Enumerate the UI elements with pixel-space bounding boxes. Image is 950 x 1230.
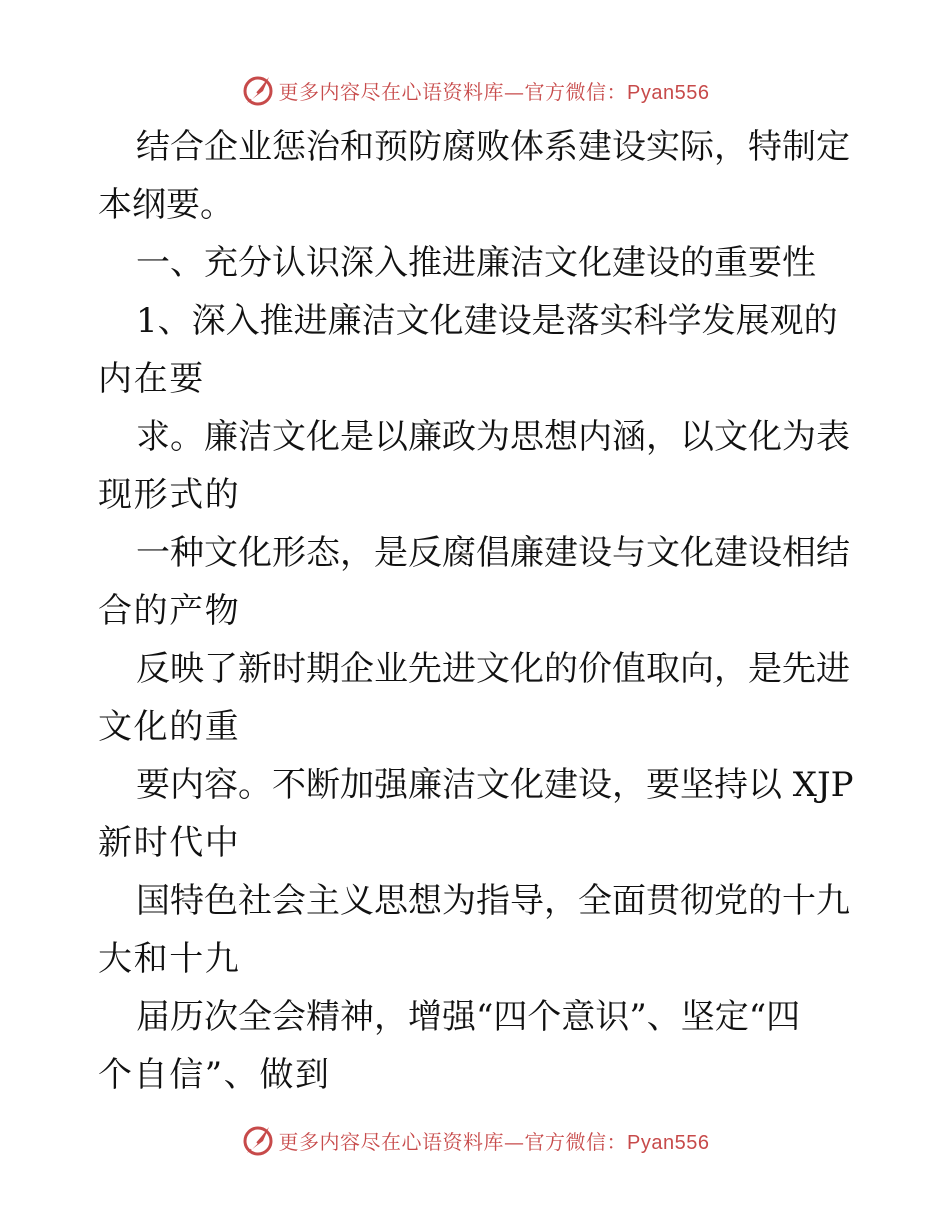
paragraph-line: 现形式的 xyxy=(98,475,241,515)
subsection-heading: 1、深入推进廉洁文化建设是落实科学发展观的 xyxy=(136,301,838,341)
paragraph-line: 国特色社会主义思想为指导，全面贯彻党的十九 xyxy=(136,881,850,921)
paragraph-line: 反映了新时期企业先进文化的价值取向，是先进 xyxy=(136,649,850,689)
section-heading: 一、充分认识深入推进廉洁文化建设的重要性 xyxy=(136,243,816,283)
paragraph-line: 结合企业惩治和预防腐败体系建设实际，特制定 xyxy=(136,127,850,167)
header-banner-text xyxy=(279,76,710,105)
paragraph-line: 内在要 xyxy=(98,359,205,399)
paragraph-line: 合的产物 xyxy=(98,591,241,631)
paragraph-line: 要内容。不断加强廉洁文化建设，要坚持以 XJP xyxy=(136,765,854,805)
header-banner-wechat-id: Pyan556 xyxy=(627,81,710,104)
feather-pen-logo-icon xyxy=(241,1123,275,1157)
header-banner-main: 更多内容尽在心语资料库—官方微信： xyxy=(278,79,628,104)
paragraph-line: 新时代中 xyxy=(98,823,241,863)
paragraph-line: 个自信”、做到 xyxy=(98,1055,331,1095)
paragraph-line: 求。廉洁文化是以廉政为思想内涵，以文化为表 xyxy=(136,417,850,457)
footer-banner-main: 更多内容尽在心语资料库—官方微信： xyxy=(278,1129,628,1154)
footer-banner-wechat-id: Pyan556 xyxy=(627,1131,710,1154)
paragraph-line: 一种文化形态，是反腐倡廉建设与文化建设相结 xyxy=(136,533,850,573)
paragraph-line: 文化的重 xyxy=(98,707,241,747)
header-banner xyxy=(0,70,950,110)
document-body xyxy=(98,118,858,1104)
paragraph-line: 本纲要。 xyxy=(98,185,234,225)
footer-banner-text xyxy=(279,1126,710,1155)
paragraph-line: 届历次全会精神，增强“四个意识”、坚定“四 xyxy=(136,997,801,1037)
footer-banner xyxy=(0,1120,950,1160)
feather-pen-logo-icon xyxy=(241,73,275,107)
paragraph-line: 大和十九 xyxy=(98,939,241,979)
